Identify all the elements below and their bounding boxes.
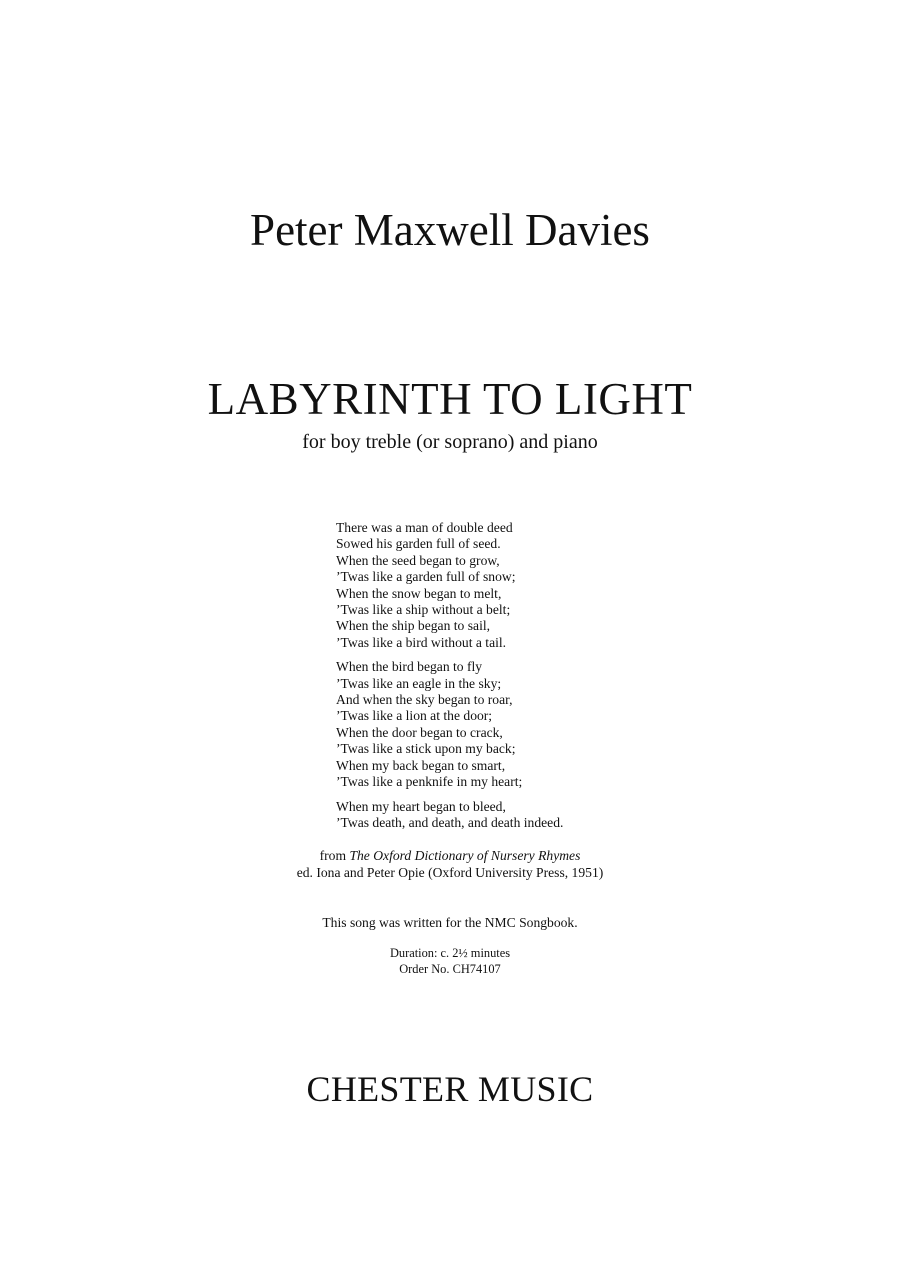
poem-line: ’Twas like a penknife in my heart;: [336, 774, 523, 790]
poem-line: ’Twas like a stick upon my back;: [336, 741, 516, 757]
order-number: Order No. CH74107: [399, 962, 501, 976]
poem-line: ’Twas death, and death, and death indeed.: [336, 814, 564, 830]
poem-text: [336, 520, 563, 839]
source-citation: [0, 848, 900, 865]
poem-line: When my back began to smart,: [336, 757, 506, 773]
poem-line: When the bird began to fly: [336, 659, 483, 675]
poem-line: There was a man of double deed: [336, 520, 513, 535]
work-title: LABYRINTH TO LIGHT: [207, 374, 693, 424]
poem-line: When my heart began to bleed,: [336, 798, 506, 814]
composer-name: Peter Maxwell Davies: [250, 205, 650, 255]
source-editors: ed. Iona and Peter Opie (Oxford University Press, 1951): [296, 864, 604, 880]
poem-line: When the ship began to sail,: [336, 618, 491, 634]
publication-details: [0, 945, 900, 977]
poem-line: When the snow began to melt,: [336, 585, 502, 601]
poem-line: ’Twas like a ship without a belt;: [336, 602, 511, 618]
poem-stanza-2: [336, 659, 563, 790]
poem-line: Sowed his garden full of seed.: [336, 536, 501, 552]
poem-line: ’Twas like a bird without a tail.: [336, 634, 507, 650]
poem-stanza-3: [336, 799, 563, 832]
poem-line: When the seed began to grow,: [336, 552, 500, 568]
poem-line: ’Twas like a garden full of snow;: [336, 569, 516, 585]
poem-stanza-1: [336, 520, 563, 651]
instrumentation-subtitle: for boy treble (or soprano) and piano: [302, 431, 598, 453]
poem-line: ’Twas like an eagle in the sky;: [336, 675, 502, 691]
poem-line: ’Twas like a lion at the door;: [336, 708, 493, 724]
poem-line: And when the sky began to roar,: [336, 692, 513, 708]
duration: Duration: c. 2½ minutes: [389, 946, 511, 960]
source-prefix: from: [319, 848, 350, 863]
poem-line: When the door began to crack,: [336, 724, 503, 740]
source-book-title: The Oxford Dictionary of Nursery Rhymes: [349, 848, 581, 863]
poem-source: [0, 848, 900, 881]
publisher-name: CHESTER MUSIC: [306, 1069, 594, 1109]
commission-note: This song was written for the NMC Songbook.: [322, 915, 578, 930]
